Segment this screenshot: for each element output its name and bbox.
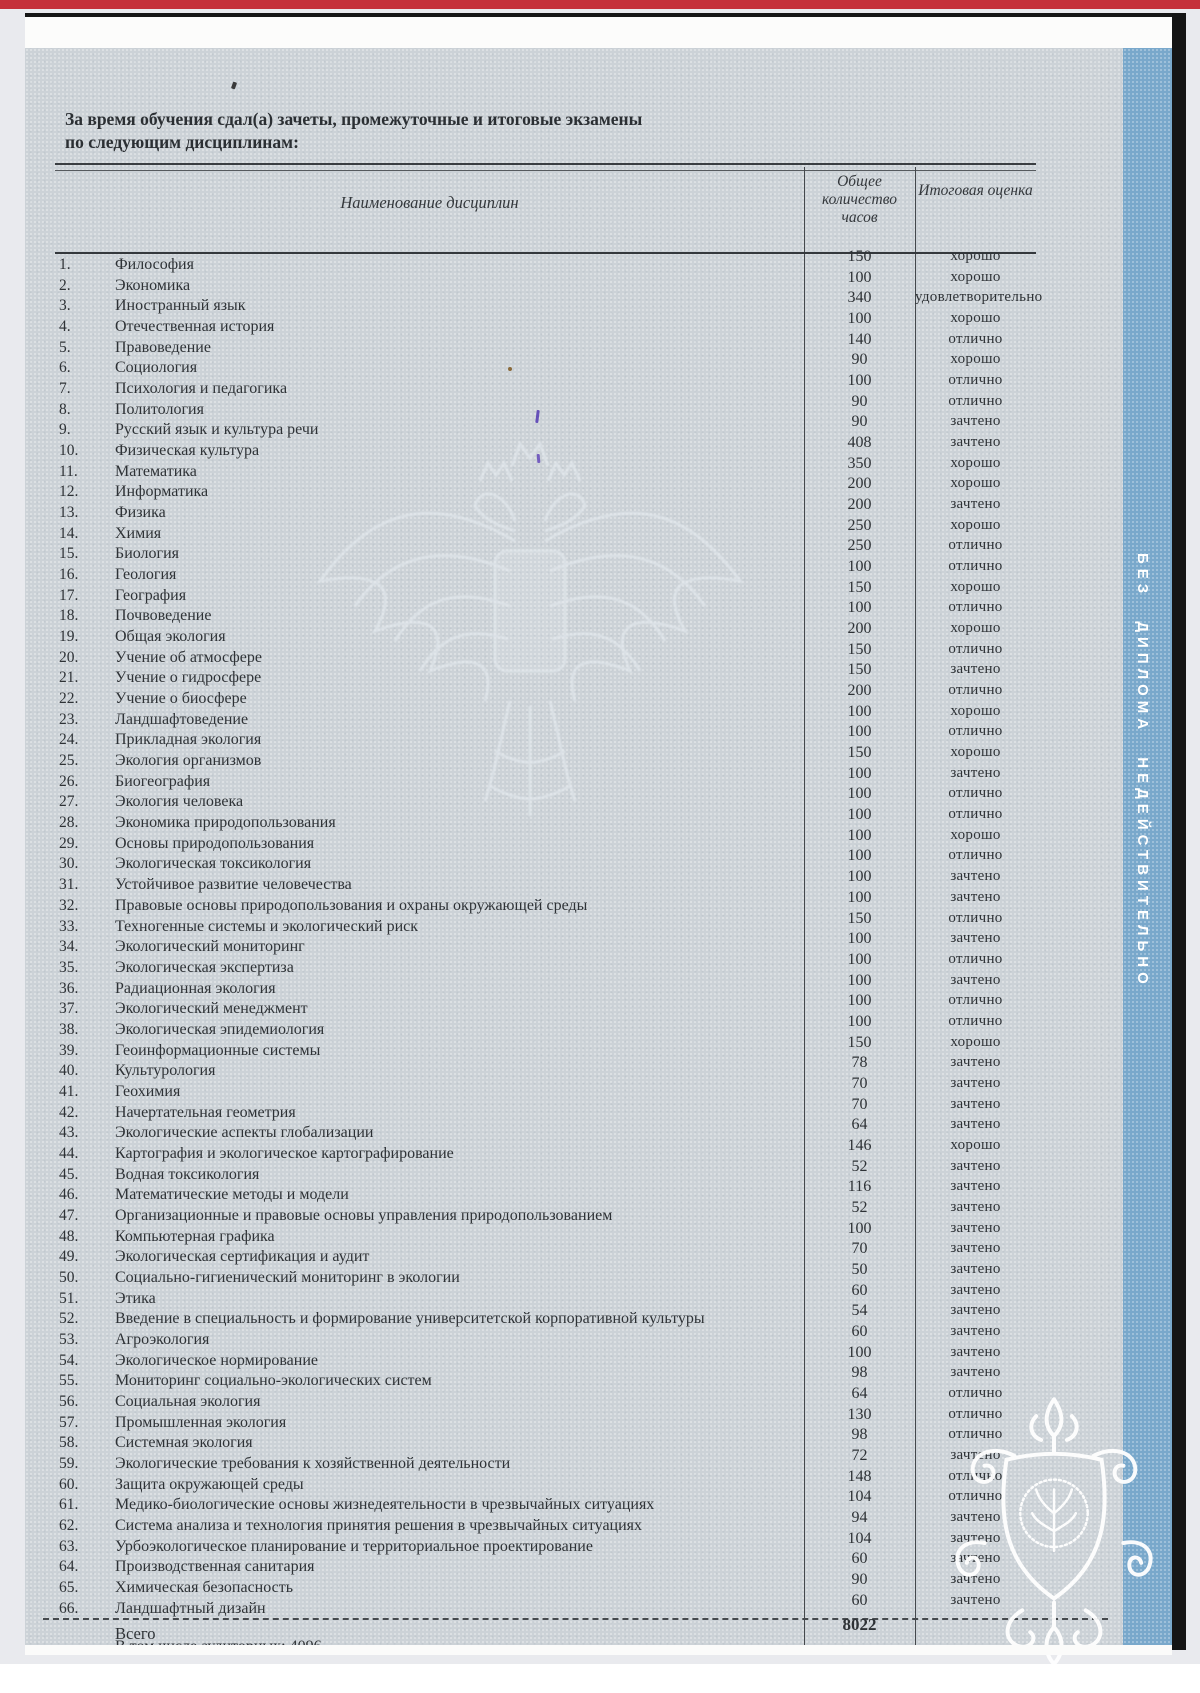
grade-value: зачтено	[950, 930, 1001, 947]
grade-value: зачтено	[950, 1571, 1001, 1587]
row-number: 35.	[59, 958, 79, 976]
hours-value: 98	[851, 1426, 868, 1444]
row-number: 32.	[59, 896, 79, 914]
hours-value: 100	[847, 847, 872, 865]
row-number: 45.	[59, 1165, 79, 1183]
row-number: 44.	[59, 1144, 79, 1162]
hours-value: 54	[851, 1302, 868, 1320]
row-number: 27.	[59, 793, 79, 811]
grade-value: зачтено	[950, 1322, 1001, 1339]
discipline-name: Основы природопользования	[115, 834, 315, 852]
grade-value: зачтено	[950, 1157, 1001, 1174]
row-number: 12.	[59, 483, 79, 501]
discipline-name: Ландшафтоведение	[115, 710, 249, 728]
discipline-name: География	[115, 586, 187, 604]
grade-value: хорошо	[950, 475, 1001, 492]
hours-value: 64	[851, 1116, 868, 1134]
row-number: 50.	[59, 1268, 79, 1286]
row-number: 47.	[59, 1206, 79, 1224]
hours-value: 52	[851, 1157, 868, 1175]
row-number: 40.	[59, 1062, 79, 1080]
row-number: 23.	[59, 710, 79, 728]
row-number: 8.	[59, 400, 71, 418]
row-number: 36.	[59, 979, 79, 997]
discipline-name: Начертательная геометрия	[115, 1103, 296, 1121]
row-number: 48.	[59, 1227, 79, 1245]
row-number: 4.	[59, 318, 71, 336]
row-number: 56.	[59, 1392, 79, 1410]
grade-value: отлично	[948, 1012, 1003, 1029]
discipline-name: Радиационная экология	[115, 979, 276, 997]
discipline-name: Экологический менеджмент	[115, 1000, 308, 1018]
grade-value: зачтено	[950, 1116, 1001, 1133]
hours-value: 60	[851, 1591, 868, 1609]
row-number: 10.	[59, 442, 79, 460]
grade-value: зачтено	[950, 868, 1001, 885]
grade-value: отлично	[948, 909, 1003, 926]
grade-value: зачтено	[950, 1178, 1001, 1195]
row-number: 58.	[59, 1434, 79, 1452]
grade-value: хорошо	[950, 310, 1001, 327]
hours-value: 60	[851, 1322, 868, 1340]
disciplines-table	[55, 163, 1043, 1645]
discipline-name: Физическая культура	[115, 442, 260, 460]
grade-value: отлично	[948, 950, 1003, 967]
discipline-name: Философия	[115, 256, 194, 273]
column-header-discipline: Наименование дисциплин	[340, 193, 519, 212]
hours-value: 100	[847, 826, 872, 844]
row-number: 15.	[59, 545, 79, 563]
row-number: 52.	[59, 1310, 79, 1328]
grade-value: хорошо	[950, 826, 1001, 843]
discipline-name: Компьютерная графика	[115, 1227, 275, 1245]
page-bottom-margin	[25, 1645, 1172, 1655]
disciplines-rows	[55, 248, 1043, 1618]
grade-value: зачтено	[950, 1054, 1001, 1071]
discipline-name: Ландшафтный дизайн	[115, 1599, 266, 1617]
grade-value: отлично	[948, 682, 1003, 699]
discipline-name: Почвоведение	[115, 607, 212, 625]
page-top-margin	[25, 17, 1172, 48]
grade-value: зачтено	[950, 1446, 1001, 1463]
hours-value: 140	[847, 330, 872, 348]
row-number: 51.	[59, 1289, 79, 1307]
grade-value: хорошо	[950, 351, 1001, 368]
hours-value: 100	[847, 1219, 872, 1237]
grade-value: зачтено	[950, 413, 1001, 430]
row-number: 46.	[59, 1186, 79, 1204]
ink-speck	[231, 82, 237, 90]
row-number: 6.	[59, 359, 71, 377]
grade-value: хорошо	[950, 248, 1001, 264]
discipline-name: Промышленная экология	[115, 1413, 287, 1431]
hours-value: 104	[847, 1529, 872, 1547]
ink-speck	[508, 367, 512, 371]
discipline-name: Биогеография	[115, 772, 211, 790]
hours-value: 250	[847, 516, 872, 534]
hours-value: 100	[847, 764, 872, 782]
hours-value: 116	[847, 1178, 872, 1196]
discipline-name: Экологическая токсикология	[115, 855, 312, 873]
grade-value: отлично	[948, 330, 1003, 347]
grade-value: хорошо	[950, 454, 1001, 471]
hours-value: 100	[847, 599, 872, 617]
hours-value: 150	[847, 1033, 872, 1051]
row-number: 34.	[59, 938, 79, 956]
hours-value: 200	[847, 620, 872, 638]
hours-value: 78	[851, 1054, 868, 1072]
grade-value: отлично	[948, 785, 1003, 802]
hours-value: 408	[847, 434, 872, 452]
discipline-name: Экология человека	[115, 793, 244, 811]
intro-heading	[65, 108, 642, 154]
discipline-name: Введение в специальность и формирование университетской корпоративной культуры	[115, 1310, 705, 1328]
grade-value: отлично	[948, 992, 1003, 1009]
discipline-name: Информатика	[115, 483, 209, 501]
discipline-name: Биология	[115, 545, 180, 563]
row-number: 29.	[59, 834, 79, 852]
hours-value: 90	[851, 1571, 868, 1588]
grade-value: зачтено	[950, 764, 1001, 781]
discipline-name: Урбоэкологическое планирование и территориальное проектирование	[115, 1537, 593, 1555]
grade-value: зачтено	[950, 434, 1001, 451]
row-number: 25.	[59, 752, 79, 770]
discipline-name: Прикладная экология	[115, 731, 262, 749]
grade-value: отлично	[948, 537, 1003, 554]
grade-value: зачтено	[950, 1302, 1001, 1319]
row-number: 61.	[59, 1496, 79, 1514]
row-number: 62.	[59, 1516, 79, 1534]
row-number: 65.	[59, 1579, 79, 1596]
row-number: 43.	[59, 1124, 79, 1142]
discipline-name: Мониторинг социально-экологических систем	[115, 1372, 432, 1390]
grade-value: зачтено	[950, 1550, 1001, 1567]
row-number: 49.	[59, 1248, 79, 1266]
discipline-name: Водная токсикология	[115, 1165, 260, 1183]
grade-value: хорошо	[950, 744, 1001, 761]
discipline-name: Химическая безопасность	[115, 1579, 294, 1596]
discipline-name: Геология	[115, 566, 177, 584]
hours-value: 100	[847, 992, 872, 1010]
grade-value: хорошо	[950, 516, 1001, 533]
hours-value: 150	[847, 661, 872, 679]
hours-value: 100	[847, 1343, 872, 1361]
hours-value: 100	[847, 558, 872, 576]
row-number: 16.	[59, 566, 79, 584]
hours-value: 100	[847, 372, 872, 390]
hours-value: 150	[847, 578, 872, 596]
hours-value: 100	[847, 785, 872, 803]
hours-value: 100	[847, 1012, 872, 1030]
grade-value: зачтено	[950, 661, 1001, 678]
discipline-name: Социальная экология	[115, 1392, 261, 1410]
scan-edge-top	[25, 13, 1186, 17]
row-number: 57.	[59, 1413, 79, 1431]
discipline-name: Экологический мониторинг	[115, 938, 305, 956]
row-number: 26.	[59, 772, 79, 790]
discipline-name: Социология	[115, 359, 198, 377]
discipline-name: Экологическая сертификация и аудит	[115, 1248, 370, 1266]
hours-value: 100	[847, 806, 872, 824]
grade-value: зачтено	[950, 1074, 1001, 1091]
hours-value: 100	[847, 268, 872, 286]
row-number: 54.	[59, 1351, 79, 1369]
hours-value: 150	[847, 909, 872, 927]
grade-value: отлично	[948, 1384, 1003, 1401]
grade-value: зачтено	[950, 1095, 1001, 1112]
grade-value: отлично	[948, 1405, 1003, 1422]
top-red-bar	[0, 0, 1200, 9]
row-number: 20.	[59, 648, 79, 666]
grade-value: отлично	[948, 640, 1003, 657]
row-number: 5.	[59, 338, 71, 356]
discipline-name: Агроэкология	[115, 1330, 210, 1348]
hours-value: 340	[847, 289, 872, 307]
row-number: 17.	[59, 586, 79, 604]
discipline-name: Система анализа и технология принятия решения в чрезвычайных ситуациях	[115, 1516, 643, 1534]
column-header-grade: Итоговая оценка	[918, 182, 1033, 199]
hours-value: 90	[851, 351, 868, 369]
row-number: 2.	[59, 276, 71, 294]
row-number: 24.	[59, 731, 79, 749]
hours-value: 100	[847, 310, 872, 328]
grade-value: зачтено	[950, 496, 1001, 513]
discipline-name: Медико-биологические основы жизнедеятельности в чрезвычайных ситуациях	[115, 1496, 655, 1514]
grade-value: хорошо	[950, 268, 1001, 285]
discipline-name: Экологическая экспертиза	[115, 958, 294, 976]
discipline-name: Правовые основы природопользования и охраны окружающей среды	[115, 896, 588, 914]
discipline-name: Социально-гигиенический мониторинг в экологии	[115, 1268, 460, 1286]
hours-value: 100	[847, 888, 872, 906]
grade-value: зачтено	[950, 1508, 1001, 1525]
grade-value: отлично	[948, 1426, 1003, 1443]
row-number: 38.	[59, 1020, 79, 1038]
row-number: 31.	[59, 876, 79, 894]
hours-value: 70	[851, 1074, 868, 1092]
hours-value: 200	[847, 496, 872, 514]
row-number: 64.	[59, 1558, 79, 1576]
discipline-name: Русский язык и культура речи	[115, 421, 319, 439]
hours-value: 100	[847, 930, 872, 948]
row-number: 28.	[59, 814, 79, 832]
hours-value: 200	[847, 475, 872, 493]
grade-value: зачтено	[950, 1591, 1001, 1608]
discipline-name: Геоинформационные системы	[115, 1041, 321, 1059]
hours-value: 64	[851, 1384, 868, 1402]
discipline-name: Культурология	[115, 1062, 216, 1080]
total-hours-value: 8022	[842, 1615, 877, 1634]
row-number: 11.	[59, 462, 78, 480]
discipline-name: Учение о биосфере	[115, 690, 247, 708]
discipline-name: Экология организмов	[115, 752, 262, 770]
hours-value: 70	[851, 1095, 868, 1113]
discipline-name: Экологические требования к хозяйственной деятельности	[115, 1454, 511, 1472]
discipline-name: Иностранный язык	[115, 297, 246, 315]
row-number: 37.	[59, 1000, 79, 1018]
grade-value: отлично	[948, 723, 1003, 740]
row-number: 1.	[59, 256, 71, 273]
row-number: 3.	[59, 297, 71, 315]
grade-value: отлично	[948, 1467, 1003, 1484]
hours-value: 60	[851, 1550, 868, 1568]
scan-edge-right	[1172, 13, 1186, 1650]
discipline-name: Этика	[115, 1289, 156, 1307]
discipline-name: Политология	[115, 400, 204, 418]
discipline-name: Картография и экологическое картографирование	[115, 1144, 454, 1162]
hours-value: 250	[847, 537, 872, 555]
hours-value: 100	[847, 868, 872, 886]
hours-value: 60	[851, 1281, 868, 1299]
discipline-name: Экологическое нормирование	[115, 1351, 319, 1369]
document-page	[25, 48, 1172, 1645]
discipline-name: Экологические аспекты глобализации	[115, 1124, 374, 1142]
grade-value: отлично	[948, 558, 1003, 575]
hours-value: 72	[851, 1446, 868, 1464]
row-number: 7.	[59, 380, 71, 398]
side-text-invalid-without-diploma: БЕЗ ДИПЛОМА НЕДЕЙСТВИТЕЛЬНО	[1134, 553, 1151, 989]
hours-value: 50	[851, 1260, 868, 1278]
discipline-name: Геохимия	[115, 1082, 181, 1100]
hours-value: 146	[847, 1136, 872, 1154]
row-number: 60.	[59, 1475, 79, 1493]
hours-value: 150	[847, 744, 872, 762]
grade-value: хорошо	[950, 702, 1001, 719]
row-number: 55.	[59, 1372, 79, 1390]
grade-value: зачтено	[950, 1343, 1001, 1360]
discipline-name: Математические методы и модели	[115, 1186, 349, 1204]
discipline-name: Экономика	[115, 276, 191, 294]
discipline-name: Химия	[115, 524, 162, 542]
grade-value: зачтено	[950, 1240, 1001, 1257]
grade-value: отлично	[948, 847, 1003, 864]
discipline-name: Системная экология	[115, 1434, 253, 1452]
hours-value: 100	[847, 723, 872, 741]
row-number: 18.	[59, 607, 79, 625]
grade-value: зачтено	[950, 971, 1001, 988]
row-number: 59.	[59, 1454, 79, 1472]
row-number: 19.	[59, 628, 79, 646]
grade-value: зачтено	[950, 888, 1001, 905]
grade-value: хорошо	[950, 578, 1001, 595]
hours-value: 52	[851, 1198, 868, 1216]
hours-value: 150	[847, 248, 872, 265]
row-number: 53.	[59, 1330, 79, 1348]
grade-value: отлично	[948, 1488, 1003, 1505]
row-number: 30.	[59, 855, 79, 873]
row-number: 39.	[59, 1041, 79, 1059]
discipline-name: Учение об атмосфере	[115, 648, 262, 666]
grade-value: зачтено	[950, 1198, 1001, 1215]
discipline-name: Техногенные системы и экологический риск	[115, 917, 419, 935]
hours-value: 94	[851, 1508, 868, 1526]
intro-line-2: по следующим дисциплинам:	[65, 132, 299, 152]
grade-value: зачтено	[950, 1219, 1001, 1236]
hours-value: 200	[847, 682, 872, 700]
discipline-name: Общая экология	[115, 628, 226, 646]
table-top-border	[55, 163, 1036, 171]
grade-value: хорошо	[950, 1033, 1001, 1050]
row-number: 42.	[59, 1103, 79, 1121]
discipline-name: Экологическая эпидемиология	[115, 1020, 325, 1038]
discipline-name: Математика	[115, 462, 197, 480]
grade-value: зачтено	[950, 1529, 1001, 1546]
grade-value: хорошо	[950, 1136, 1001, 1153]
hours-value: 150	[847, 640, 872, 658]
total-label: Всего	[115, 1624, 156, 1643]
discipline-name: Физика	[115, 504, 166, 522]
discipline-name: Экономика природопользования	[115, 814, 336, 832]
hours-value: 98	[851, 1364, 868, 1382]
grade-value: отлично	[948, 599, 1003, 616]
hours-value: 104	[847, 1488, 872, 1506]
column-header-hours: Общее количество часов	[822, 173, 897, 226]
discipline-name: Правоведение	[115, 338, 211, 356]
discipline-name: Психология и педагогика	[115, 380, 288, 398]
intro-line-1: За время обучения сдал(а) зачеты, промежуточные и итоговые экзамены	[65, 109, 643, 129]
hours-value: 100	[847, 950, 872, 968]
discipline-name: Учение о гидросфере	[115, 669, 262, 687]
grade-value: зачтено	[950, 1364, 1001, 1381]
discipline-name: Отечественная история	[115, 318, 275, 336]
discipline-name: Организационные и правовые основы управления природопользованием	[115, 1206, 613, 1224]
row-number: 9.	[59, 421, 71, 439]
row-number: 41.	[59, 1082, 79, 1100]
hours-value: 350	[847, 454, 872, 472]
hours-value: 90	[851, 392, 868, 410]
grade-value: отлично	[948, 392, 1003, 409]
hours-value: 90	[851, 413, 868, 431]
grade-value: зачтено	[950, 1281, 1001, 1298]
row-number: 21.	[59, 669, 79, 687]
discipline-name: Устойчивое развитие человечества	[115, 876, 352, 894]
hours-value: 148	[847, 1467, 872, 1485]
grade-value: отлично	[948, 372, 1003, 389]
discipline-name: Производственная санитария	[115, 1558, 315, 1576]
hours-value: 100	[847, 971, 872, 989]
hours-value: 70	[851, 1240, 868, 1258]
row-number: 66.	[59, 1599, 79, 1617]
row-number: 33.	[59, 917, 79, 935]
hours-value: 130	[847, 1405, 872, 1423]
row-number: 22.	[59, 690, 79, 708]
row-number: 14.	[59, 524, 79, 542]
row-number: 13.	[59, 504, 79, 522]
hours-value: 100	[847, 702, 872, 720]
grade-value: удовлетворительно	[915, 289, 1043, 306]
grade-value: отлично	[948, 806, 1003, 823]
row-number: 63.	[59, 1537, 79, 1555]
grade-value: хорошо	[950, 620, 1001, 637]
grade-value: зачтено	[950, 1260, 1001, 1277]
discipline-name: Защита окружающей среды	[115, 1475, 304, 1493]
